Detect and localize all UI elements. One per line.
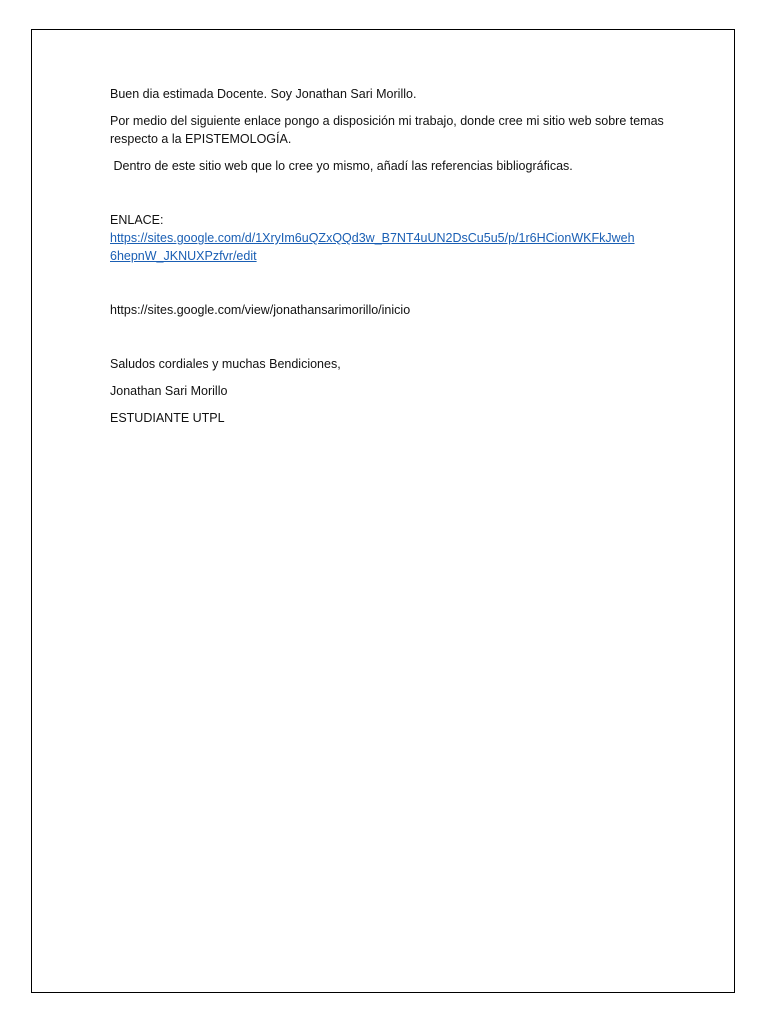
link-label: ENLACE:	[110, 213, 164, 227]
signature-name: Jonathan Sari Morillo	[110, 384, 228, 398]
closing-line: Saludos cordiales y muchas Bendiciones,	[110, 357, 341, 371]
intro-paragraph: Por medio del siguiente enlace pongo a disposición mi trabajo, donde cree mi sitio web sobre temas respecto a la EPISTEMOLOGÍA.	[110, 114, 668, 146]
greeting-line: Buen dia estimada Docente. Soy Jonathan Sari Morillo.	[110, 87, 417, 101]
document-page	[31, 29, 735, 993]
references-paragraph: Dentro de este sitio web que lo cree yo mismo, añadí las referencias bibliográficas.	[110, 159, 573, 173]
signature-role: ESTUDIANTE UTPL	[110, 411, 225, 425]
edit-link-line-2[interactable]: 6hepnW_JKNUXPzfvr/edit	[110, 249, 257, 263]
edit-link-line-1[interactable]: https://sites.google.com/d/1XryIm6uQZxQQd3w_B7NT4uUN2DsCu5u5/p/1r6HCionWKFkJweh	[110, 231, 635, 245]
edit-link[interactable]	[110, 229, 670, 265]
document-body	[110, 85, 670, 427]
view-url: https://sites.google.com/view/jonathansarimorillo/inicio	[110, 303, 411, 317]
